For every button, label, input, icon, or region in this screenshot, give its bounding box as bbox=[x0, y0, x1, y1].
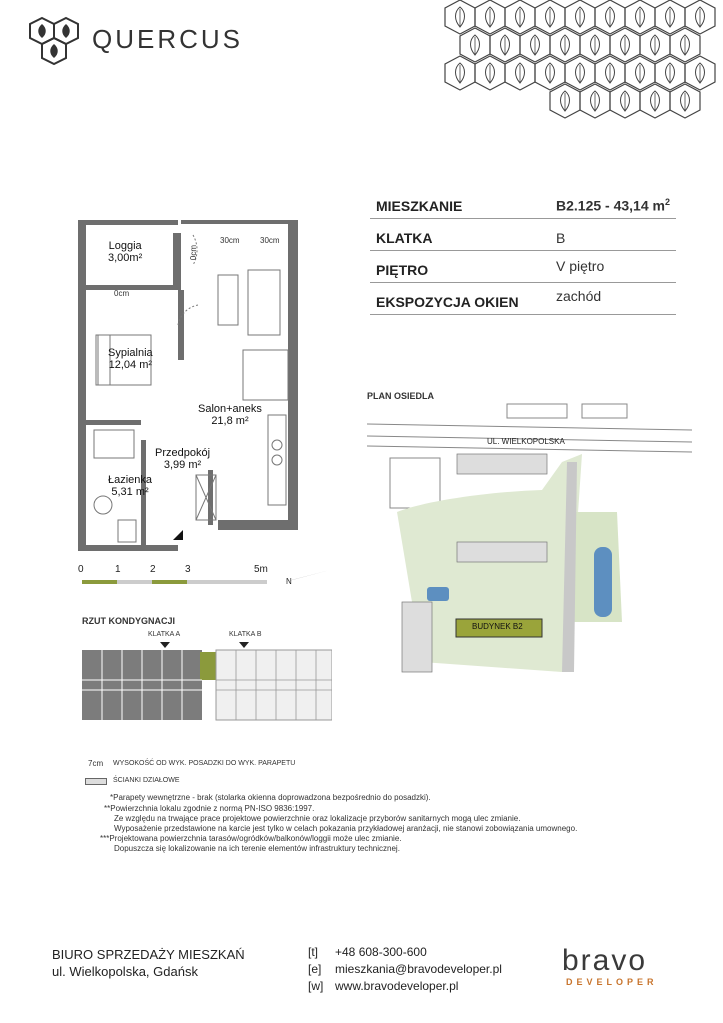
office-address: ul. Wielkopolska, Gdańsk bbox=[52, 964, 198, 979]
note-line: Ze względu na trwające prace projektowe powierzchnie oraz lokalizacje przyborów sanitarnych mogą ulec zmianie. bbox=[114, 814, 521, 823]
legend-walls-swatch bbox=[85, 778, 107, 785]
building-b2-label: BUDYNEK B2 bbox=[472, 622, 523, 631]
info-value: V piętro bbox=[556, 258, 605, 274]
legend-height-code: 7cm bbox=[88, 759, 104, 768]
info-label: EKSPOZYCJA OKIEN bbox=[376, 294, 519, 310]
email-key: [e] bbox=[308, 962, 322, 976]
scale-bar bbox=[82, 578, 272, 586]
phone-link[interactable]: +48 608-300-600 bbox=[335, 945, 427, 959]
info-label: PIĘTRO bbox=[376, 262, 429, 278]
quercus-logo-icon bbox=[28, 16, 80, 66]
room-salon-label: Salon+aneks 21,8 m² bbox=[198, 403, 262, 427]
dimension-label: 0cm bbox=[189, 244, 199, 261]
note-line: Wyposażenie przedstawione na karcie jest tylko w celach pokazania przykładowej aranżacji, nie stanowi zobowiązania umownego. bbox=[114, 824, 578, 833]
scale-tick: 1 bbox=[115, 564, 121, 575]
floor-overview-plan bbox=[82, 640, 332, 722]
developer-logo-name: bravo bbox=[562, 944, 648, 977]
info-value: B bbox=[556, 230, 566, 246]
legend-walls-text: ŚCIANKI DZIAŁOWE bbox=[113, 777, 180, 784]
web-link[interactable]: www.bravodeveloper.pl bbox=[335, 979, 459, 993]
office-title: BIURO SPRZEDAŻY MIESZKAŃ bbox=[52, 947, 245, 962]
room-loggia-label: Loggia 3,00m² bbox=[108, 240, 143, 264]
info-value: zachód bbox=[556, 288, 602, 304]
info-row-klatka bbox=[370, 220, 676, 251]
note-line: **Powierzchnia lokalu zgodnie z normą PN-ISO 9836:1997. bbox=[104, 804, 315, 813]
scale-tick: 0 bbox=[78, 564, 84, 575]
room-sypialnia-label: Sypialnia 12,04 m² bbox=[108, 347, 153, 371]
room-lazienka-label: Łazienka 5,31 m² bbox=[108, 474, 153, 498]
street-label: UL. WIELKOPOLSKA bbox=[487, 437, 565, 446]
dimension-label: 0cm bbox=[114, 289, 130, 298]
developer-logo-sub: DEVELOPER bbox=[566, 977, 658, 987]
north-arrow-icon bbox=[282, 568, 332, 586]
email-link[interactable]: mieszkania@bravodeveloper.pl bbox=[335, 962, 502, 976]
info-label: MIESZKANIE bbox=[376, 198, 463, 214]
info-row-mieszkanie bbox=[370, 188, 676, 219]
klatka-a-label: KLATKA A bbox=[148, 631, 181, 638]
legend-height-text: WYSOKOŚĆ OD WYK. POSADZKI DO WYK. PARAPETU bbox=[113, 760, 296, 767]
note-line: ***Projektowana powierzchnia tarasów/ogródków/balkonów/loggii może ulec zmianie. bbox=[100, 834, 402, 843]
scale-tick: 2 bbox=[150, 564, 156, 575]
web-key: [w] bbox=[308, 979, 324, 993]
info-row-ekspozycja bbox=[370, 284, 676, 315]
brand-name: QUERCUS bbox=[92, 24, 244, 54]
info-label: KLATKA bbox=[376, 230, 433, 246]
hex-pattern-decoration bbox=[440, 0, 723, 122]
note-line: Dopuszcza się lokalizowanie na ich terenie elementów infrastruktury technicznej. bbox=[114, 844, 400, 853]
klatka-b-label: KLATKA B bbox=[229, 631, 262, 638]
phone-key: [t] bbox=[308, 945, 319, 959]
apartment-floor-plan bbox=[78, 215, 308, 555]
scale-tick: 3 bbox=[185, 564, 191, 575]
floor-overview-title: RZUT KONDYGNACJI bbox=[82, 616, 176, 626]
apartment-number: B2.125 - 43,14 $m^2$ bbox=[556, 197, 670, 214]
info-row-pietro bbox=[370, 252, 676, 283]
svg-text:N: N bbox=[286, 577, 292, 586]
scale-tick: 5m bbox=[254, 564, 268, 575]
room-przedpokoj-label: Przedpokój 3,99 m² bbox=[155, 447, 211, 471]
dimension-label: 30cm bbox=[260, 236, 280, 245]
site-plan-title: PLAN OSIEDLA bbox=[367, 391, 435, 401]
note-line: *Parapety wewnętrzne - brak (stolarka okienna doprowadzona bezpośrednio do posadzki). bbox=[110, 793, 431, 802]
dimension-label: 30cm bbox=[220, 236, 240, 245]
